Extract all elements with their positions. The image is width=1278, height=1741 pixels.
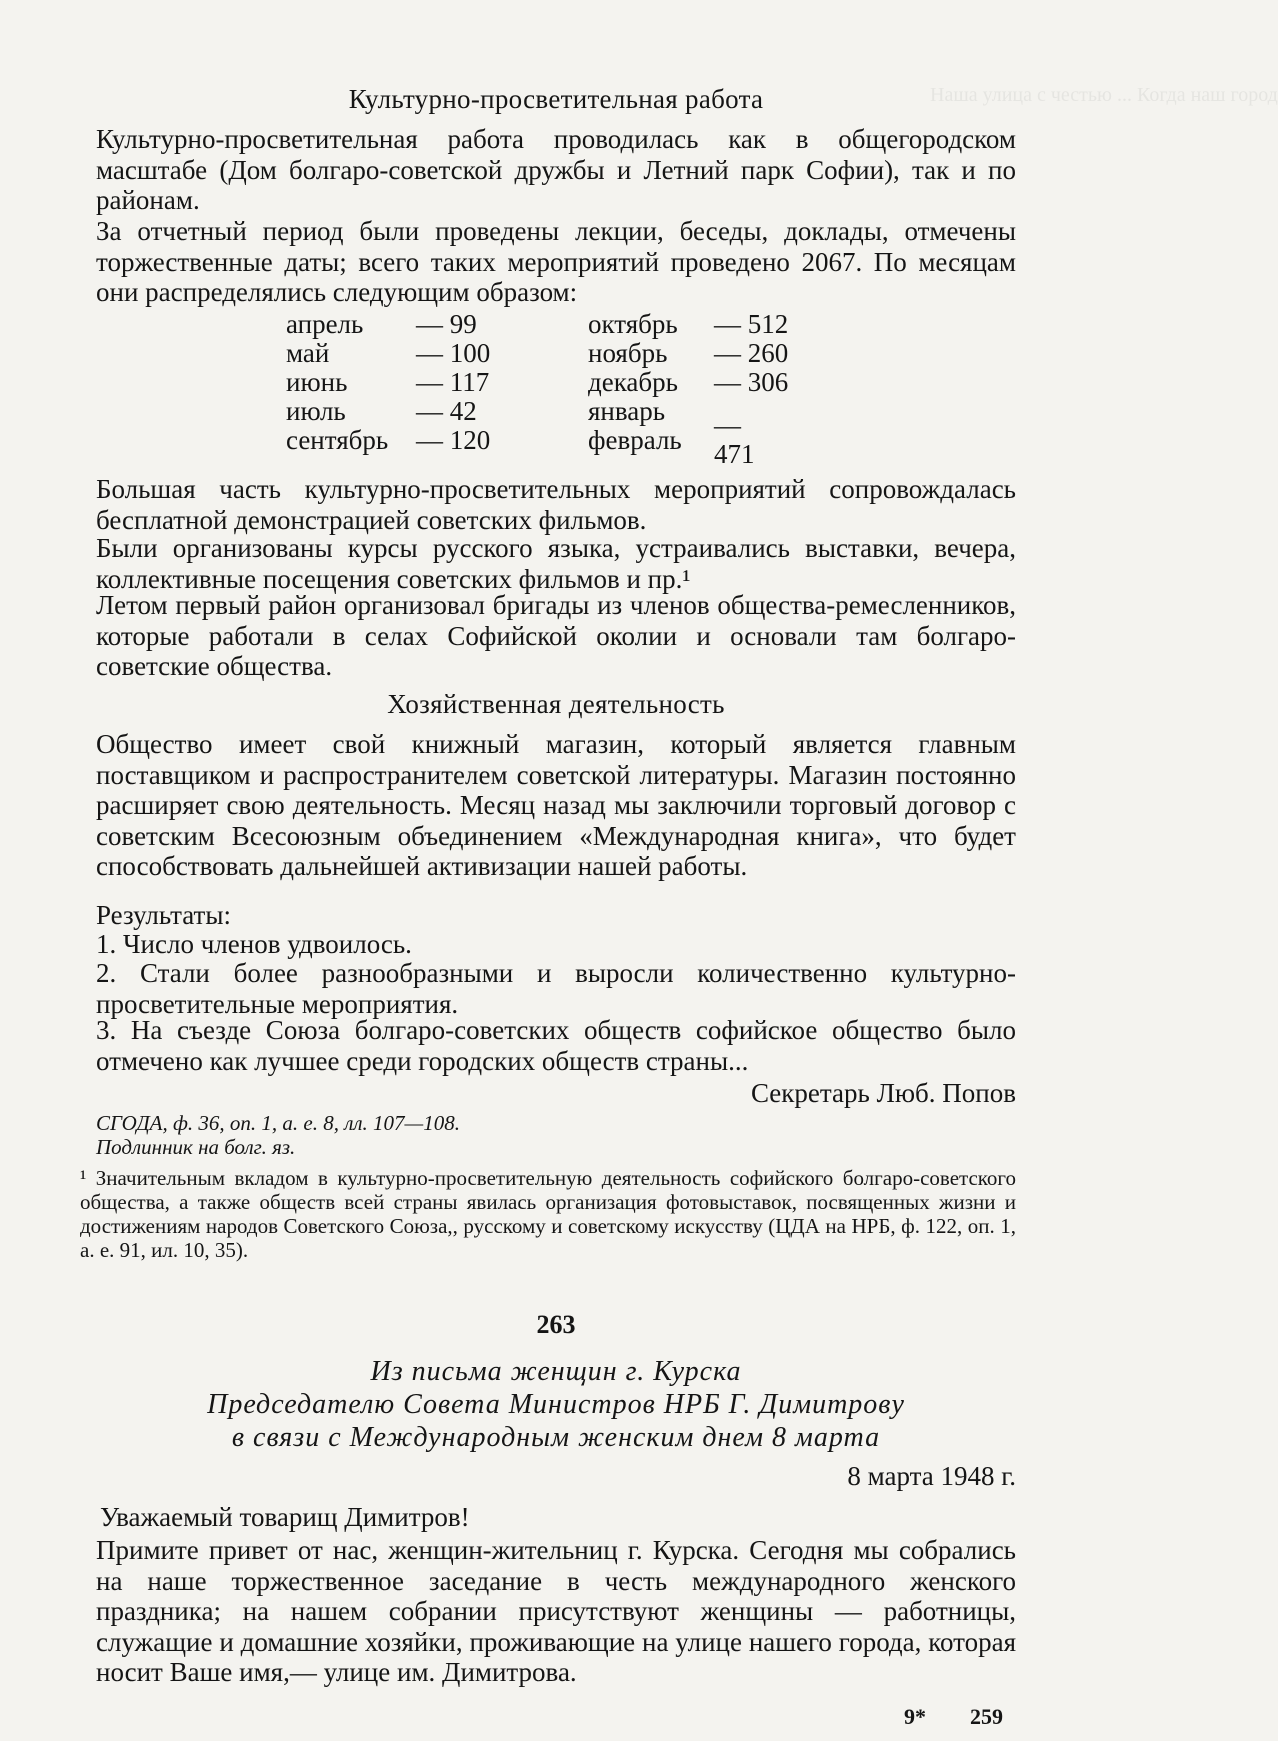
result-item-2: 2. Стали более разнообразными и выросли количественно культурно-просветительные мероприятия. [96, 958, 1016, 1019]
month-name: октябрь [588, 309, 678, 339]
letter-paragraph-1: Примите привет от нас, женщин-жительниц г. Курска. Сегодня мы собрались на наше торжественное заседание в честь международного женского праздника; на нашем собрании присутствуют женщины — работницы, служащие и домашние хозяйки, проживающие на улице нашего города, которая носит Ваше имя,— улице им. Димитрова. [96, 1535, 1016, 1687]
section-heading-culture: Культурно-просветительная работа [348, 84, 764, 114]
paragraph-culture-3: Большая часть культурно-просветительных мероприятий сопровождалась бесплатной демонстрацией советских фильмов. [96, 474, 1016, 535]
archive-source: СГОДА, ф. 36, оп. 1, а. е. 8, лл. 107—108. [96, 1111, 460, 1135]
month-value: — 306 [714, 367, 789, 397]
result-item-1: 1. Число членов удвоилось. [96, 929, 412, 959]
month-name: сентябрь [286, 425, 389, 455]
month-value: — 99 [416, 309, 477, 339]
letter-greeting: Уважаемый товарищ Димитров! [100, 1502, 470, 1532]
month-value: — 512 [714, 309, 789, 339]
month-row [286, 426, 786, 455]
month-value: — 120 [416, 425, 491, 455]
month-row [286, 397, 786, 426]
month-name: январь [588, 396, 666, 426]
month-row [286, 367, 789, 397]
document-title-line-1: Из письма женщин г. Курска [370, 1356, 742, 1387]
signature: Секретарь Люб. Попов [750, 1078, 1016, 1108]
month-name: ноябрь [588, 338, 668, 368]
month-name: июнь [286, 367, 348, 397]
month-value: — 42 [416, 396, 477, 426]
paragraph-culture-4: Были организованы курсы русского языка, устраивались выставки, вечера, коллективные посещения советских фильмов и пр.¹ [96, 533, 1016, 594]
result-item-3: 3. На съезде Союза болгаро-советских обществ софийское общество было отмечено как лучшее среди городских обществ страны... [96, 1015, 1016, 1076]
original-language-note: Подлинник на болг. яз. [96, 1135, 296, 1159]
document-number: 263 [536, 1310, 576, 1339]
month-value: — 100 [416, 338, 491, 368]
footnote: ¹ Значительным вкладом в культурно-просветительную деятельность софийского болгаро-советского общества, а также обществ всей страны явилась организация фотовыставок, посвященных жизни и достижениям народов Советского Союза,, русскому и советскому искусству (ЦДА на НРБ, ф. 122, оп. 1, а. е. 91, ил. 10, 35). [80, 1166, 1016, 1262]
document-title-line-2: Председателю Совета Министров НРБ Г. Димитрову [207, 1389, 905, 1420]
bleed-through-text: Наша улица с честью ... Когда наш город [930, 84, 1278, 106]
month-name: декабрь [588, 367, 678, 397]
paragraph-economy-1: Общество имеет свой книжный магазин, который является главным поставщиком и распространителем советской литературы. Магазин постоянно расширяет свою деятельность. Месяц назад мы заключили торговый договор с советским Всесоюзным объединением «Международная книга», что будет способствовать дальнейшей активизации нашей работы. [96, 729, 1016, 881]
document-title-line-3: в связи с Международным женским днем 8 марта [231, 1422, 881, 1453]
month-name: февраль [588, 425, 682, 455]
document-date: 8 марта 1948 г. [847, 1461, 1016, 1491]
paragraph-culture-5: Летом первый район организовал бригады из членов общества-ремесленников, которые работали в селах Софийской околии и основали там болгаро-советские общества. [96, 590, 1016, 681]
month-name: май [286, 338, 330, 368]
month-value: — 117 [416, 367, 490, 397]
paragraph-culture-2: За отчетный период были проведены лекции, беседы, доклады, отмечены торжественные даты; всего таких мероприятий проведено 2067. По месяцам они распределялись следующим образом: [96, 216, 1016, 307]
results-label: Результаты: [96, 900, 231, 930]
signature-mark: 9* [904, 1704, 926, 1729]
month-row [286, 338, 789, 368]
page-number: 259 [970, 1704, 1003, 1729]
section-heading-economy: Хозяйственная деятельность [387, 689, 725, 719]
month-value: — 260 [714, 338, 789, 368]
month-row [286, 309, 789, 339]
month-name: июль [286, 396, 346, 426]
paragraph-culture-1: Культурно-просветительная работа проводилась как в общегородском масштабе (Дом болгаро-советской дружбы и Летний парк Софии), так и по районам. [96, 124, 1016, 215]
month-name: апрель [286, 309, 364, 339]
months-table [286, 309, 789, 469]
jan-feb-value: — 471 [714, 410, 755, 469]
